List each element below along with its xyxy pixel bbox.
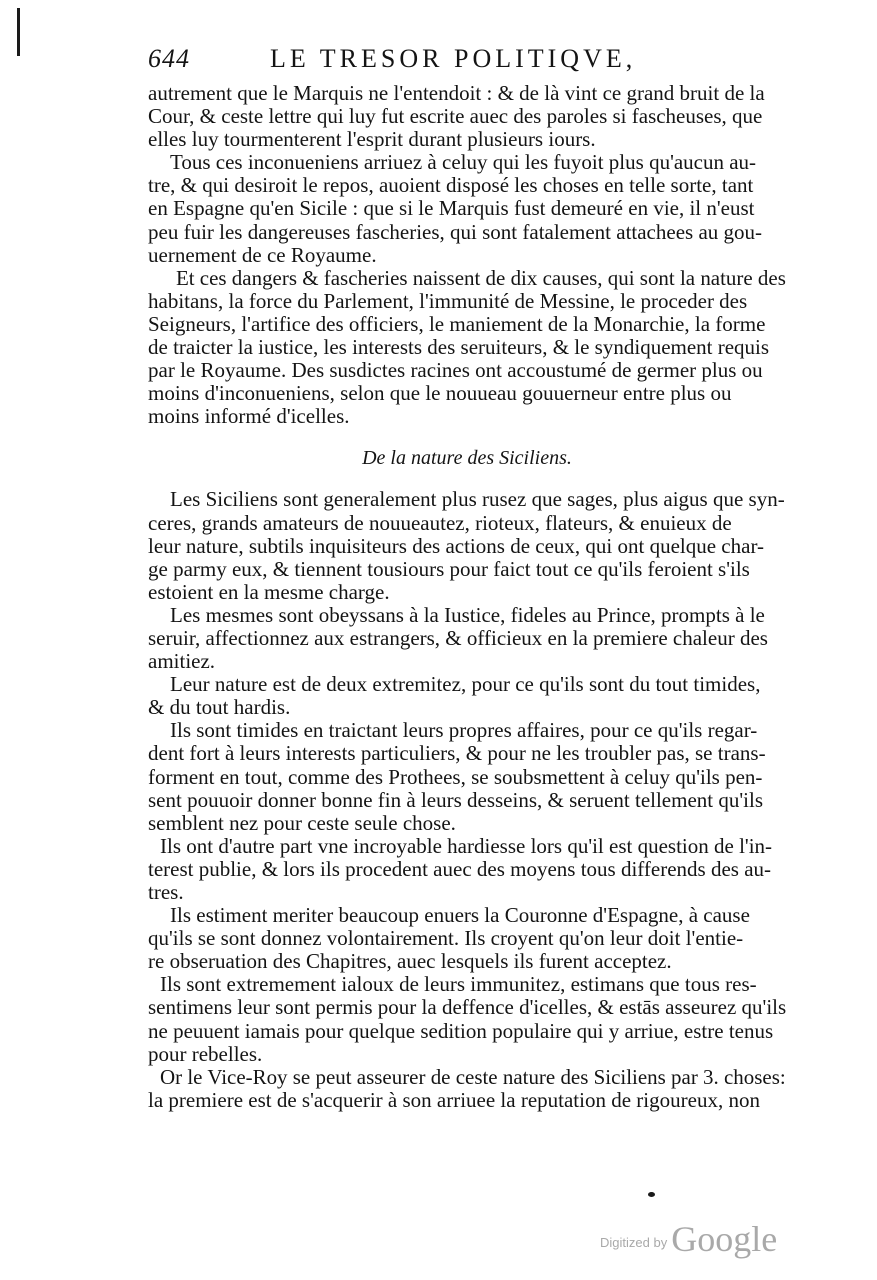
- margin-rule: [17, 8, 20, 56]
- text-line: en Espagne qu'en Sicile : que si le Marquis fust demeuré en vie, il n'eust: [148, 196, 755, 221]
- text-line: re obseruation des Chapitres, auec lesquels ils furent acceptez.: [148, 949, 672, 974]
- text-line: semblent nez pour ceste seule chose.: [148, 810, 456, 835]
- text-line: moins d'inconueniens, selon que le nouueau gouuerneur entre plus ou: [148, 381, 732, 406]
- paragraph: [148, 267, 786, 429]
- text-line: tres.: [148, 880, 184, 904]
- text-line: estoient en la mesme charge.: [148, 579, 390, 604]
- text-line: sentimens leur sont permis pour la deffence d'icelles, & estās asseurez qu'ils: [148, 995, 787, 1020]
- paragraph: [148, 488, 786, 603]
- text-line: sent pouuoir donner bonne fin à leurs desseins, & seruent tellement qu'ils: [148, 787, 763, 812]
- text-line: leur nature, subtils inquisiteurs des actions de ceux, qui ont quelque char-: [148, 533, 765, 558]
- paragraph: [148, 904, 786, 973]
- text-line: elles luy tourmenterent l'esprit durant plusieurs iours.: [148, 127, 596, 152]
- text-line: habitans, la force du Parlement, l'immunité de Messine, le proceder des: [148, 288, 748, 313]
- text-line: autrement que le Marquis ne l'entendoit : & de là vint ce grand bruit de la: [148, 81, 765, 105]
- paragraph: [148, 82, 786, 151]
- text-line: la premiere est de s'acquerir à son arriuee la reputation de rigoureux, non: [148, 1087, 760, 1112]
- text-line: moins informé d'icelles.: [148, 404, 350, 429]
- text-line: seruir, affectionnez aux estrangers, & officieux en la premiere chaleur des: [148, 625, 768, 650]
- running-title: LE TRESOR POLITIQVE,: [270, 44, 637, 73]
- paragraph: [148, 835, 786, 904]
- text-line: Ils sont timides en traictant leurs propres affaires, pour ce qu'ils regar-: [170, 718, 758, 743]
- page-header: [148, 44, 788, 78]
- paragraph: [148, 151, 786, 266]
- ink-mark: [648, 1192, 655, 1197]
- text-line: Ils sont extremement ialoux de leurs immunitez, estimans que tous res-: [160, 972, 757, 997]
- google-watermark: [600, 1218, 777, 1260]
- text-line: de traicter la iustice, les interests des seruiteurs, & le syndiquement requis: [148, 335, 770, 360]
- paragraph: [148, 673, 786, 719]
- text-block: [148, 82, 786, 1112]
- text-line: uernement de ce Royaume.: [148, 242, 377, 267]
- text-line: Leur nature est de deux extremitez, pour ce qu'ils sont du tout timides,: [170, 672, 761, 697]
- text-line: terest publie, & lors ils procedent auec des moyens tous differends des au-: [148, 856, 772, 881]
- text-line: dent fort à leurs interests particuliers, & pour ne les troubler pas, se trans-: [148, 741, 766, 766]
- text-line: amitiez.: [148, 649, 216, 674]
- text-line: Les mesmes sont obeyssans à la Iustice, fideles au Prince, prompts à le: [170, 602, 765, 627]
- body-before-heading: [148, 82, 786, 428]
- text-line: tre, & qui desiroit le repos, auoient disposé les choses en telle sorte, tant: [148, 173, 754, 198]
- text-line: par le Royaume. Des susdictes racines ont accoustumé de germer plus ou: [148, 358, 763, 383]
- watermark-digitized-label: Digitized by: [600, 1235, 668, 1250]
- text-line: forment en tout, comme des Prothees, se soubsmettent à celuy qu'ils pen-: [148, 764, 763, 789]
- body-after-heading: [148, 488, 786, 1112]
- text-line: Tous ces inconueniens arriuez à celuy qui les fuyoit plus qu'aucun au-: [170, 150, 757, 175]
- text-line: pour rebelles.: [148, 1041, 263, 1066]
- text-line: Cour, & ceste lettre qui luy fut escrite auec des paroles si fascheuses, que: [148, 104, 763, 129]
- text-line: & du tout hardis.: [148, 695, 291, 720]
- paragraph: [148, 973, 786, 1065]
- text-line: ne peuuent iamais pour quelque sedition populaire qui y arriue, estre tenus: [148, 1018, 774, 1043]
- text-line: Ils estiment meriter beaucoup enuers la Couronne d'Espagne, à cause: [170, 903, 750, 928]
- text-line: Ils ont d'autre part vne incroyable hardiesse lors qu'il est question de l'in-: [160, 833, 773, 858]
- text-line: ge parmy eux, & tiennent tousiours pour faict tout ce qu'ils feroient s'ils: [148, 556, 750, 581]
- page-number: 644: [148, 44, 190, 73]
- paragraph: [148, 604, 786, 673]
- text-line: Seigneurs, l'artifice des officiers, le maniement de la Monarchie, la forme: [148, 311, 766, 336]
- watermark-google-logo: Google: [671, 1219, 778, 1259]
- text-line: ceres, grands amateurs de nouueautez, rioteux, flateurs, & enuieux de: [148, 510, 732, 535]
- text-line: Les Siciliens sont generalement plus rusez que sages, plus aigus que syn-: [170, 487, 785, 512]
- paragraph: [148, 719, 786, 834]
- text-line: qu'ils se sont donnez volontairement. Ils croyent qu'on leur doit l'entie-: [148, 926, 744, 951]
- text-line: Or le Vice-Roy se peut asseurer de ceste nature des Siciliens par 3. choses:: [159, 1064, 786, 1089]
- text-line: Et ces dangers & fascheries naissent de dix causes, qui sont la nature des: [175, 265, 786, 290]
- text-line: peu fuir les dangereuses fascheries, qui sont fatalement attachees au gou-: [148, 219, 763, 244]
- paragraph: [148, 1066, 786, 1112]
- section-heading: De la nature des Siciliens.: [362, 447, 572, 470]
